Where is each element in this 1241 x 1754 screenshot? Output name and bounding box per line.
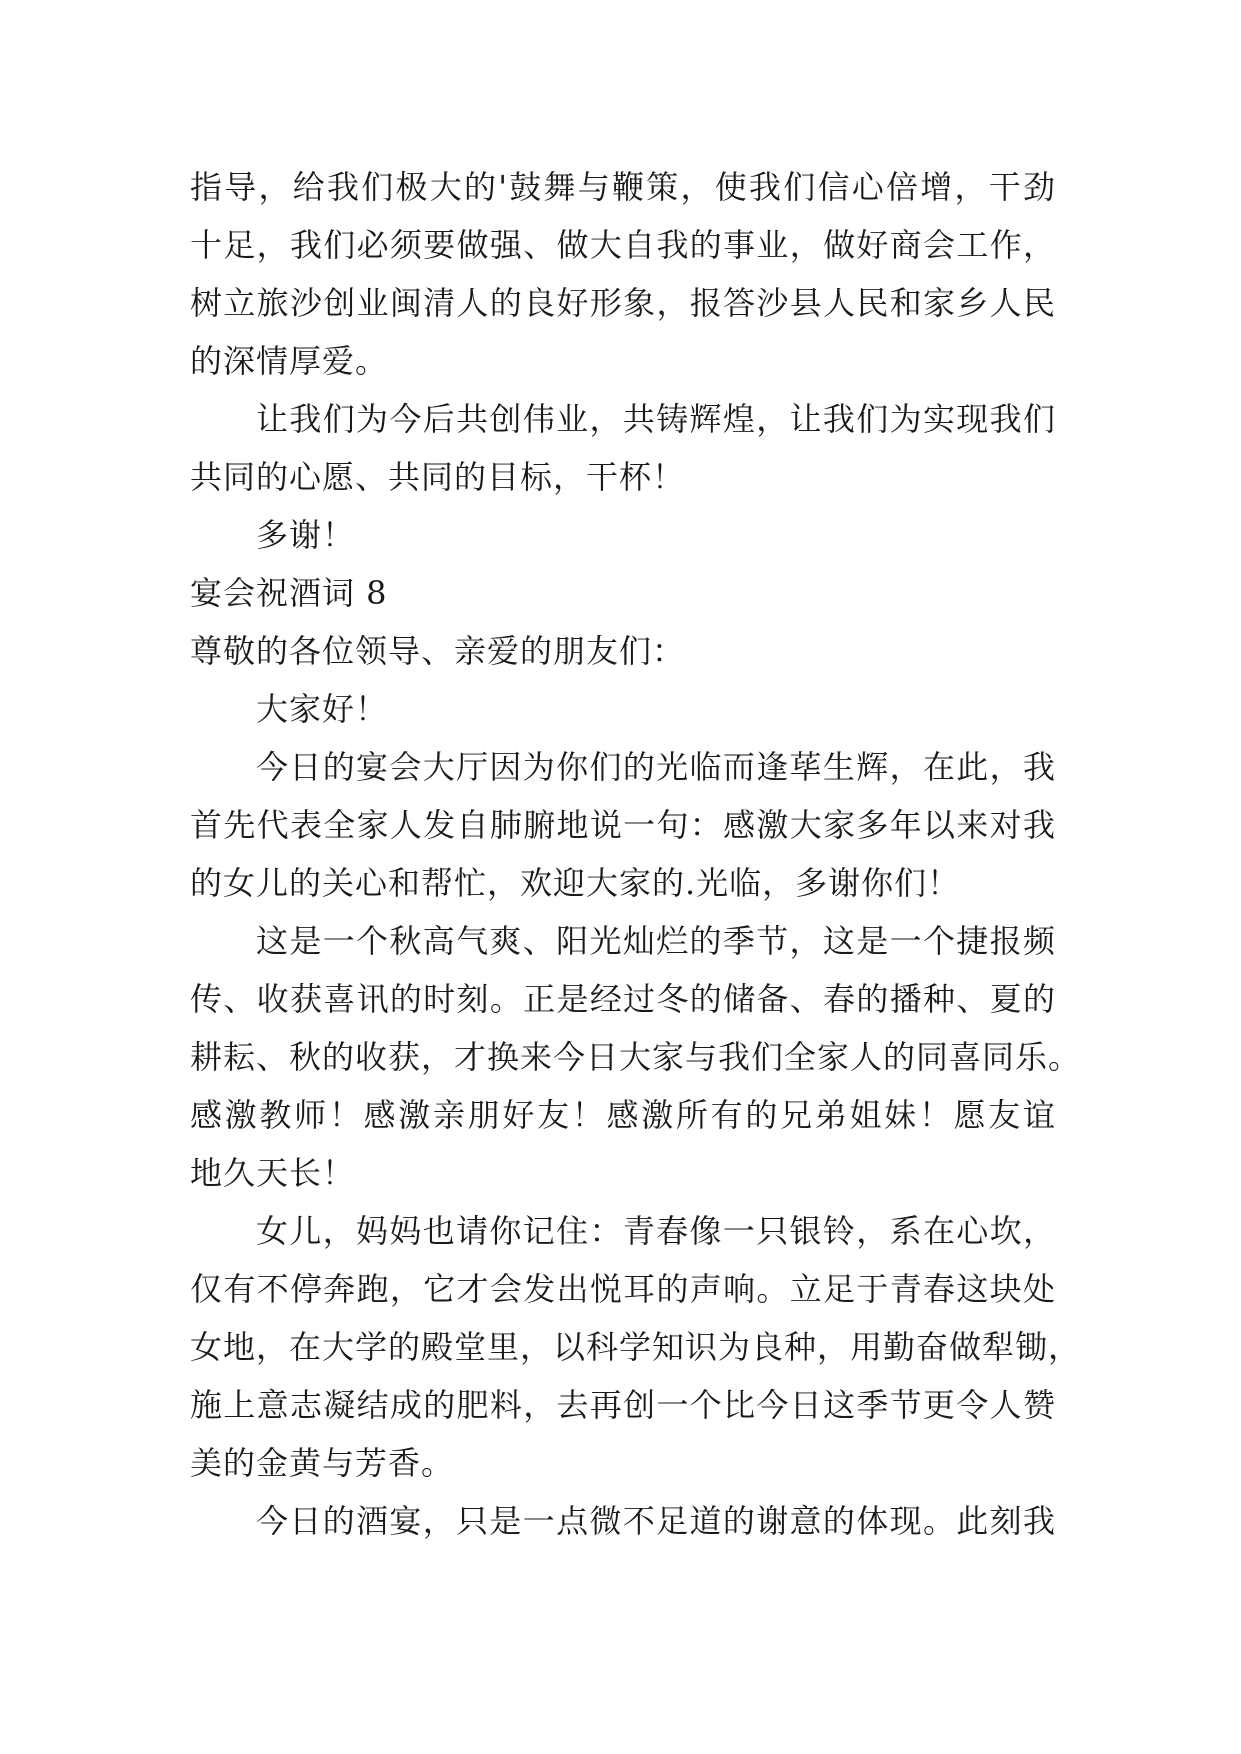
paragraph-line: 树立旅沙创业闽清人的良好形象，报答沙县人民和家乡人民 <box>190 284 1056 322</box>
paragraph-line: 美的金黄与芳香。 <box>190 1444 455 1482</box>
paragraph-line: 多谢！ <box>256 516 356 554</box>
paragraph-line: 施上意志凝结成的肥料，去再创一个比今日这季节更令人赞 <box>190 1386 1056 1424</box>
section-heading: 宴会祝酒词 8 <box>190 574 388 612</box>
paragraph-line: 女儿，妈妈也请你记住：青春像一只银铃，系在心坎， <box>256 1212 1056 1250</box>
paragraph-line: 首先代表全家人发自肺腑地说一句：感激大家多年以来对我 <box>190 806 1056 844</box>
paragraph-line: 十足，我们必须要做强、做大自我的事业，做好商会工作， <box>190 226 1056 264</box>
greeting: 大家好！ <box>256 690 389 728</box>
paragraph-line: 共同的心愿、共同的目标，干杯！ <box>190 458 686 496</box>
paragraph-line: 感激教师！感激亲朋好友！感激所有的兄弟姐妹！愿友谊 <box>190 1096 1056 1134</box>
paragraph-line: 仅有不停奔跑，它才会发出悦耳的声响。立足于青春这块处 <box>190 1270 1056 1308</box>
paragraph-line: 这是一个秋高气爽、阳光灿烂的季节，这是一个捷报频 <box>256 922 1056 960</box>
paragraph-line: 的女儿的关心和帮忙，欢迎大家的.光临，多谢你们！ <box>190 864 961 902</box>
paragraph-line: 女地，在大学的殿堂里，以科学知识为良种，用勤奋做犁锄， <box>190 1328 1082 1366</box>
paragraph-line: 今日的宴会大厅因为你们的光临而逢荜生辉，在此，我 <box>256 748 1056 786</box>
paragraph-line: 传、收获喜讯的时刻。正是经过冬的储备、春的播种、夏的 <box>190 980 1056 1018</box>
paragraph-line: 的深情厚爱。 <box>190 342 389 380</box>
paragraph-line: 地久天长！ <box>190 1154 356 1192</box>
salutation: 尊敬的各位领导、亲爱的朋友们： <box>190 632 686 670</box>
paragraph-line: 耕耘、秋的收获，才换来今日大家与我们全家人的同喜同乐。 <box>190 1038 1082 1076</box>
document-body <box>190 158 1082 1550</box>
paragraph-line: 今日的酒宴，只是一点微不足道的谢意的体现。此刻我 <box>256 1502 1056 1540</box>
paragraph-line: 让我们为今后共创伟业，共铸辉煌，让我们为实现我们 <box>256 400 1056 438</box>
paragraph-line: 指导，给我们极大的'鼓舞与鞭策，使我们信心倍增，干劲 <box>190 168 1056 206</box>
